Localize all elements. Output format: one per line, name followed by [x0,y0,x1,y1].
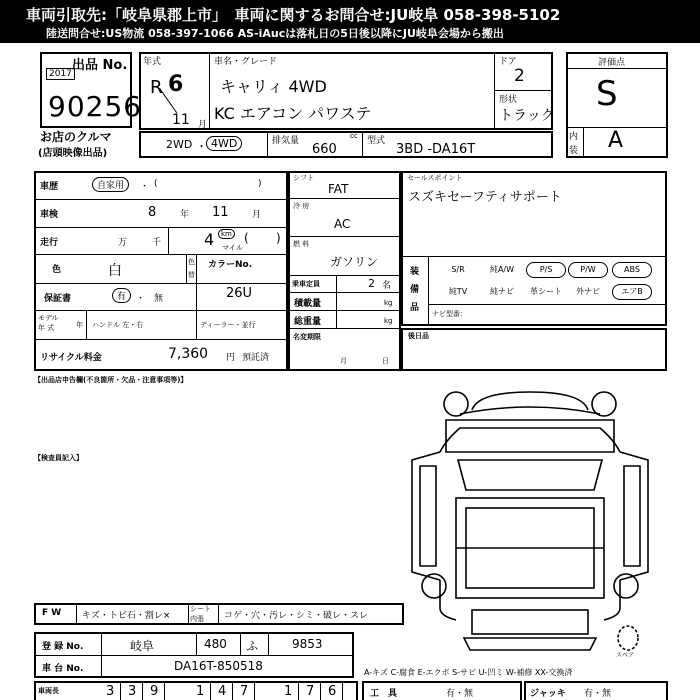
shop-note: お店のクルマ [40,130,112,144]
lot-box [40,52,143,128]
doors-value: 2 [514,66,525,86]
year-label: 年式 [143,57,162,67]
dimension-divider [142,683,143,700]
inspection-month-unit: 月 [252,210,262,220]
drive-4wd: 4WD [206,136,242,151]
mileage-paren-close: ) [276,231,281,245]
model-change-label1: モデル [38,314,59,322]
recycle-status: 預託済 [242,353,270,363]
dimension-digit: 3 [106,684,115,699]
equipment-row1-item: P/W [568,262,608,278]
dimension-divider [210,683,211,700]
gross-label: 総重量 [294,317,322,327]
tools-value: 有・無 [446,689,474,699]
later-items-box [401,328,667,371]
era: R [150,77,163,98]
mileage-value: 4 [204,230,215,249]
color-value: 白 [108,263,122,279]
mileage-sen: 千 [152,238,162,248]
ac-label: 冷 房 [293,202,310,210]
dimension-divider [232,683,233,700]
recycle-label: リサイクル料金 [40,353,102,363]
mileage-paren-open: ( [244,231,249,245]
vehicle-name: キャリィ 4WD [220,77,327,96]
header-line1: 車両引取先:「岐阜県郡上市」 車両に関するお問合せ:JU岐阜 058-398-5102 [26,6,561,24]
chassis-number: DA16T-850518 [174,659,263,673]
history-paren-open: ( [154,179,158,189]
mileage-label: 走行 [40,238,59,248]
warranty-dot: ・ [136,294,146,304]
model-change-year: 年 [76,321,83,329]
model-value: 3BD -DA16T [396,142,476,157]
seller-notes-label: 【出品店申告欄(不良箇所・欠品・注意事項等)】 [34,376,188,384]
inspection-year-unit: 年 [180,210,190,220]
dimension-digit: 6 [328,684,337,699]
model-label: 型式 [367,136,386,146]
shift-value: FAT [328,182,349,196]
year-value: 6 [168,72,184,97]
header-line2: 陸送問合せ:US物流 058-397-1066 AS-iAucは落札日の5日後以降にJU岐阜会場から搬出 [46,27,504,40]
fuel-label: 燃 料 [293,240,310,248]
seat-value: コゲ・穴・汚レ・シミ・破レ・スレ [224,611,369,621]
interior-label2: 装 [569,146,579,156]
mileage-km: km [218,229,235,239]
mileage-man: 万 [118,238,128,248]
jack-label: ジャッキ [530,689,566,699]
dimension-divider [120,683,121,700]
recycle-unit: 円 [226,353,236,363]
capacity-unit: 名 [382,281,392,291]
load-label: 積載量 [294,299,322,309]
score-value: S [596,74,618,114]
inspector-label: 【検査員記入】 [34,454,83,462]
dealer-import: ディーラー・並行 [200,321,256,329]
shop-note2: (店頭映像出品) [38,148,108,159]
equipment-label2: 備 [410,285,420,295]
dimension-digit: 7 [306,684,315,699]
model-change-label2: 年 式 [38,324,55,332]
load-unit: kg [384,299,393,307]
dimension-divider [342,683,343,700]
equipment-row1-item: P/S [526,262,566,278]
jack-value: 有・無 [584,689,612,699]
fw-label: F W [42,608,62,618]
displacement-value: 660 [312,142,337,157]
vehicle-grade: KC エアコン パワステ [214,104,372,123]
ac-value: AC [334,217,351,231]
equipment-label1: 装 [410,267,420,277]
interior-label1: 内 [569,132,579,142]
length-label: 車両長 [38,687,59,695]
history-value: 自家用 [92,177,129,192]
warranty-yes: 有 [112,288,131,303]
equipment-row2-item: 革シート [530,287,562,296]
lot-year-tag: 2017 [46,68,75,80]
dimension-digit: 1 [196,684,205,699]
shape-value: トラック [499,108,555,124]
registration-kana: ふ [246,639,259,653]
history-label: 車歴 [40,182,59,192]
registration-place: 岐阜 [130,639,155,653]
recycle-value: 7,360 [168,346,209,362]
interior-value: A [608,128,624,153]
spare-label: スペア [616,652,635,659]
month-unit: 月 [198,120,208,130]
equipment-row1-item: ABS [612,262,652,278]
dimension-divider [320,683,321,700]
history-paren-close: ) [258,179,262,189]
registration-label: 登 録 No. [42,642,84,652]
paint-label1: 色 [188,258,195,266]
inspection-label: 車検 [40,210,59,220]
dimension-digit: 1 [284,684,293,699]
tools-label: 工 具 [370,689,398,699]
dimension-digit: 9 [150,684,159,699]
drive-2wd: 2WD [166,138,193,151]
equipment-row2-item: 純TV [448,287,468,296]
equipment-row1-item: S/R [451,265,465,274]
dimension-digit: 7 [240,684,249,699]
fw-value: キズ・トビ石・割レ× [82,611,171,621]
equipment-row2-item: 外ナビ [576,287,600,296]
mileage-mile: マイル [222,244,243,252]
paint-label2: 替 [188,271,195,279]
nav-label: ナビ型番： [432,310,467,318]
chassis-label: 車 台 No. [42,664,84,674]
capacity-value: 2 [368,277,375,290]
warranty-no: 無 [154,294,164,304]
dimension-digit: 4 [218,684,227,699]
name-change-month: 月 [340,357,347,365]
name-change-label: 名変期限 [293,333,321,341]
equipment-row2-item: エアB [612,284,652,300]
door-label: ドア [499,57,517,67]
displacement-label: 排気量 [272,136,300,146]
lot-label: 出品 No. [72,58,128,73]
equipment-row1-item: 純A/W [489,265,515,274]
name-change-day: 日 [382,357,389,365]
car-diagram [400,380,660,670]
left-detail-table [34,171,288,371]
dimension-divider [298,683,299,700]
equipment-row2-item: 純ナビ [490,287,514,296]
history-dot: ・ [140,182,150,192]
seat-label2: 内張 [190,615,204,623]
dimension-divider [254,683,255,700]
registration-number: 9853 [292,637,323,651]
fuel-value: ガソリン [330,255,379,269]
shift-label: シフト [293,174,314,182]
equipment-label3: 品 [410,303,420,313]
gross-unit: kg [384,317,393,325]
warranty-label: 保証書 [44,294,72,304]
month-value: 11 [172,112,190,128]
cc-unit: cc [350,132,358,140]
inspection-year: 8 [148,205,157,220]
shape-label: 形状 [499,95,518,105]
dimension-digit: 3 [128,684,137,699]
seat-label1: シート [190,605,211,613]
name-label: 車名・グレード [214,57,278,67]
color-label: 色 [52,265,62,275]
registration-class: 480 [204,637,227,651]
color-no-label: カラーNo. [208,260,253,270]
capacity-label: 乗車定員 [292,280,320,288]
later-label: 後日品 [408,332,429,340]
color-no-value: 26U [226,286,253,301]
handle-side: ハンドル 左・右 [92,321,144,329]
header-bar [0,0,700,43]
score-label: 評価点 [598,58,626,68]
sales-point-label: セールスポイント [407,174,463,182]
dimension-divider [164,683,165,700]
lot-number: 90256 [48,90,143,123]
sales-point-value: スズキセーフティサポート [408,190,562,205]
inspection-month: 11 [212,205,229,220]
damage-legend: A-キズ C-腐食 E-エクボ S-サビ U-凹ミ W-補修 XX-交換済 [364,668,573,677]
